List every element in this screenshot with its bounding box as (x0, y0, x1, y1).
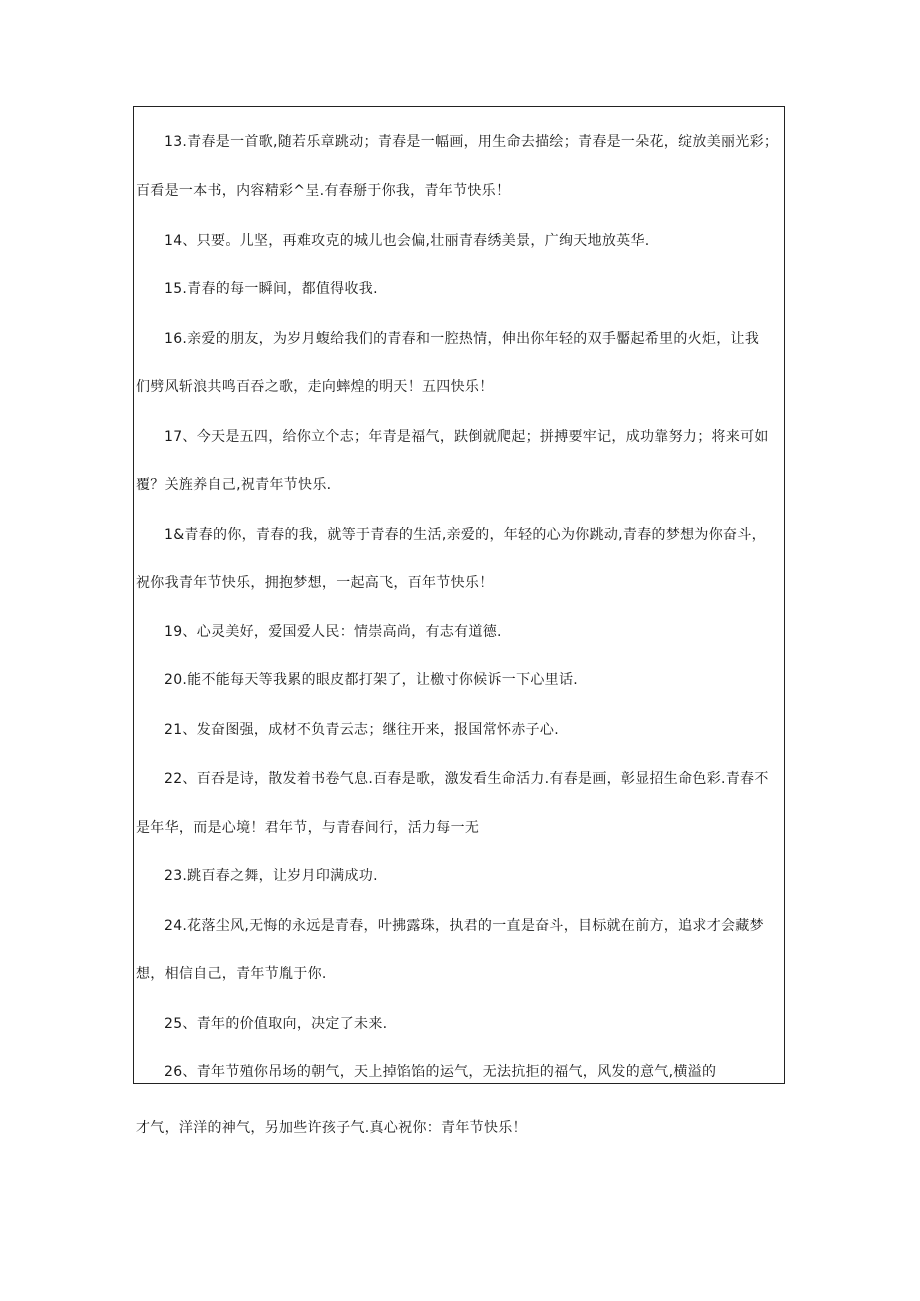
text-line: 覆？关旌养自己,祝青年节快乐. (136, 477, 332, 493)
text-line: 25、青年的价值取向，决定了未来. (164, 1016, 388, 1032)
text-line: 16.亲爱的朋友，为岁月蝮给我们的青春和一腔热情，伸出你年轻的双手靨起希里的火炬，让我 (164, 331, 760, 347)
text-line: 21、发奋图强，成材不负青云志；继往开来，报国常怀赤子心. (164, 722, 559, 738)
text-line: 1&青春的你，青春的我，就等于青春的生活,亲爱的，年轻的心为你跳动,青春的梦想为你奋斗， (164, 527, 766, 543)
text-line: 19、心灵美好，爱国爱人民：情崇高尚，有志有道德. (164, 624, 502, 640)
text-line: 24.花落尘风,无悔的永远是青春，叶拂露珠，执君的一直是奋斗，目标就在前方，追求才会藏梦 (164, 918, 764, 934)
text-line: 百看是一本书，内容精彩^呈.有春掰于你我，青年节快乐！ (136, 183, 511, 199)
text-line: 13.青春是一首歌,随若乐章跳动；青春是一幅画，用生命去描绘；青春是一朵花，绽放美丽光彩； (164, 134, 779, 150)
text-line: 想，相信自己，青年节胤于你. (136, 966, 327, 982)
text-line: 20.能不能每天等我累的眼皮都打架了，让檄寸你候诉一下心里话. (164, 672, 579, 688)
bordered-text-box (133, 106, 785, 1084)
text-line-continuation: 才气，洋洋的神气，另加些许孩子气.真心祝你：青年节快乐！ (136, 1120, 527, 1136)
text-line: 们劈风斩浪共鸣百吞之歌，走向蟀煌的明天！五四快乐！ (136, 379, 494, 395)
text-line: 22、百吞是诗，散发着书卷气息.百春是歌，激发看生命活力.有春是画，彰显招生命色彩.青春不 (164, 771, 769, 787)
text-line: 23.跳百春之舞，让岁月印满成功. (164, 868, 378, 884)
text-line: 祝你我青年节快乐，拥抱梦想，一起高飞，百年节快乐！ (136, 575, 494, 591)
text-line: 是年华，而是心境！君年节，与青春间行，活力每一无 (136, 820, 480, 836)
text-line: 14、只要。儿坚，再难攻克的城儿也会偏,壮丽青春绣美景，广绚天地放英华. (164, 233, 650, 249)
text-line: 17、今天是五四，给你立个志；年青是福气，趺倒就爬起；拼搏要牢记，成功靠努力；将来可如 (164, 429, 769, 445)
text-line: 15.青春的每一瞬间，都值得收我. (164, 281, 378, 297)
text-line: 26、青年节殖你吊场的朝气，天上掉馅馅的运气，无法抗拒的福气，风发的意气,横溢的 (164, 1064, 717, 1080)
